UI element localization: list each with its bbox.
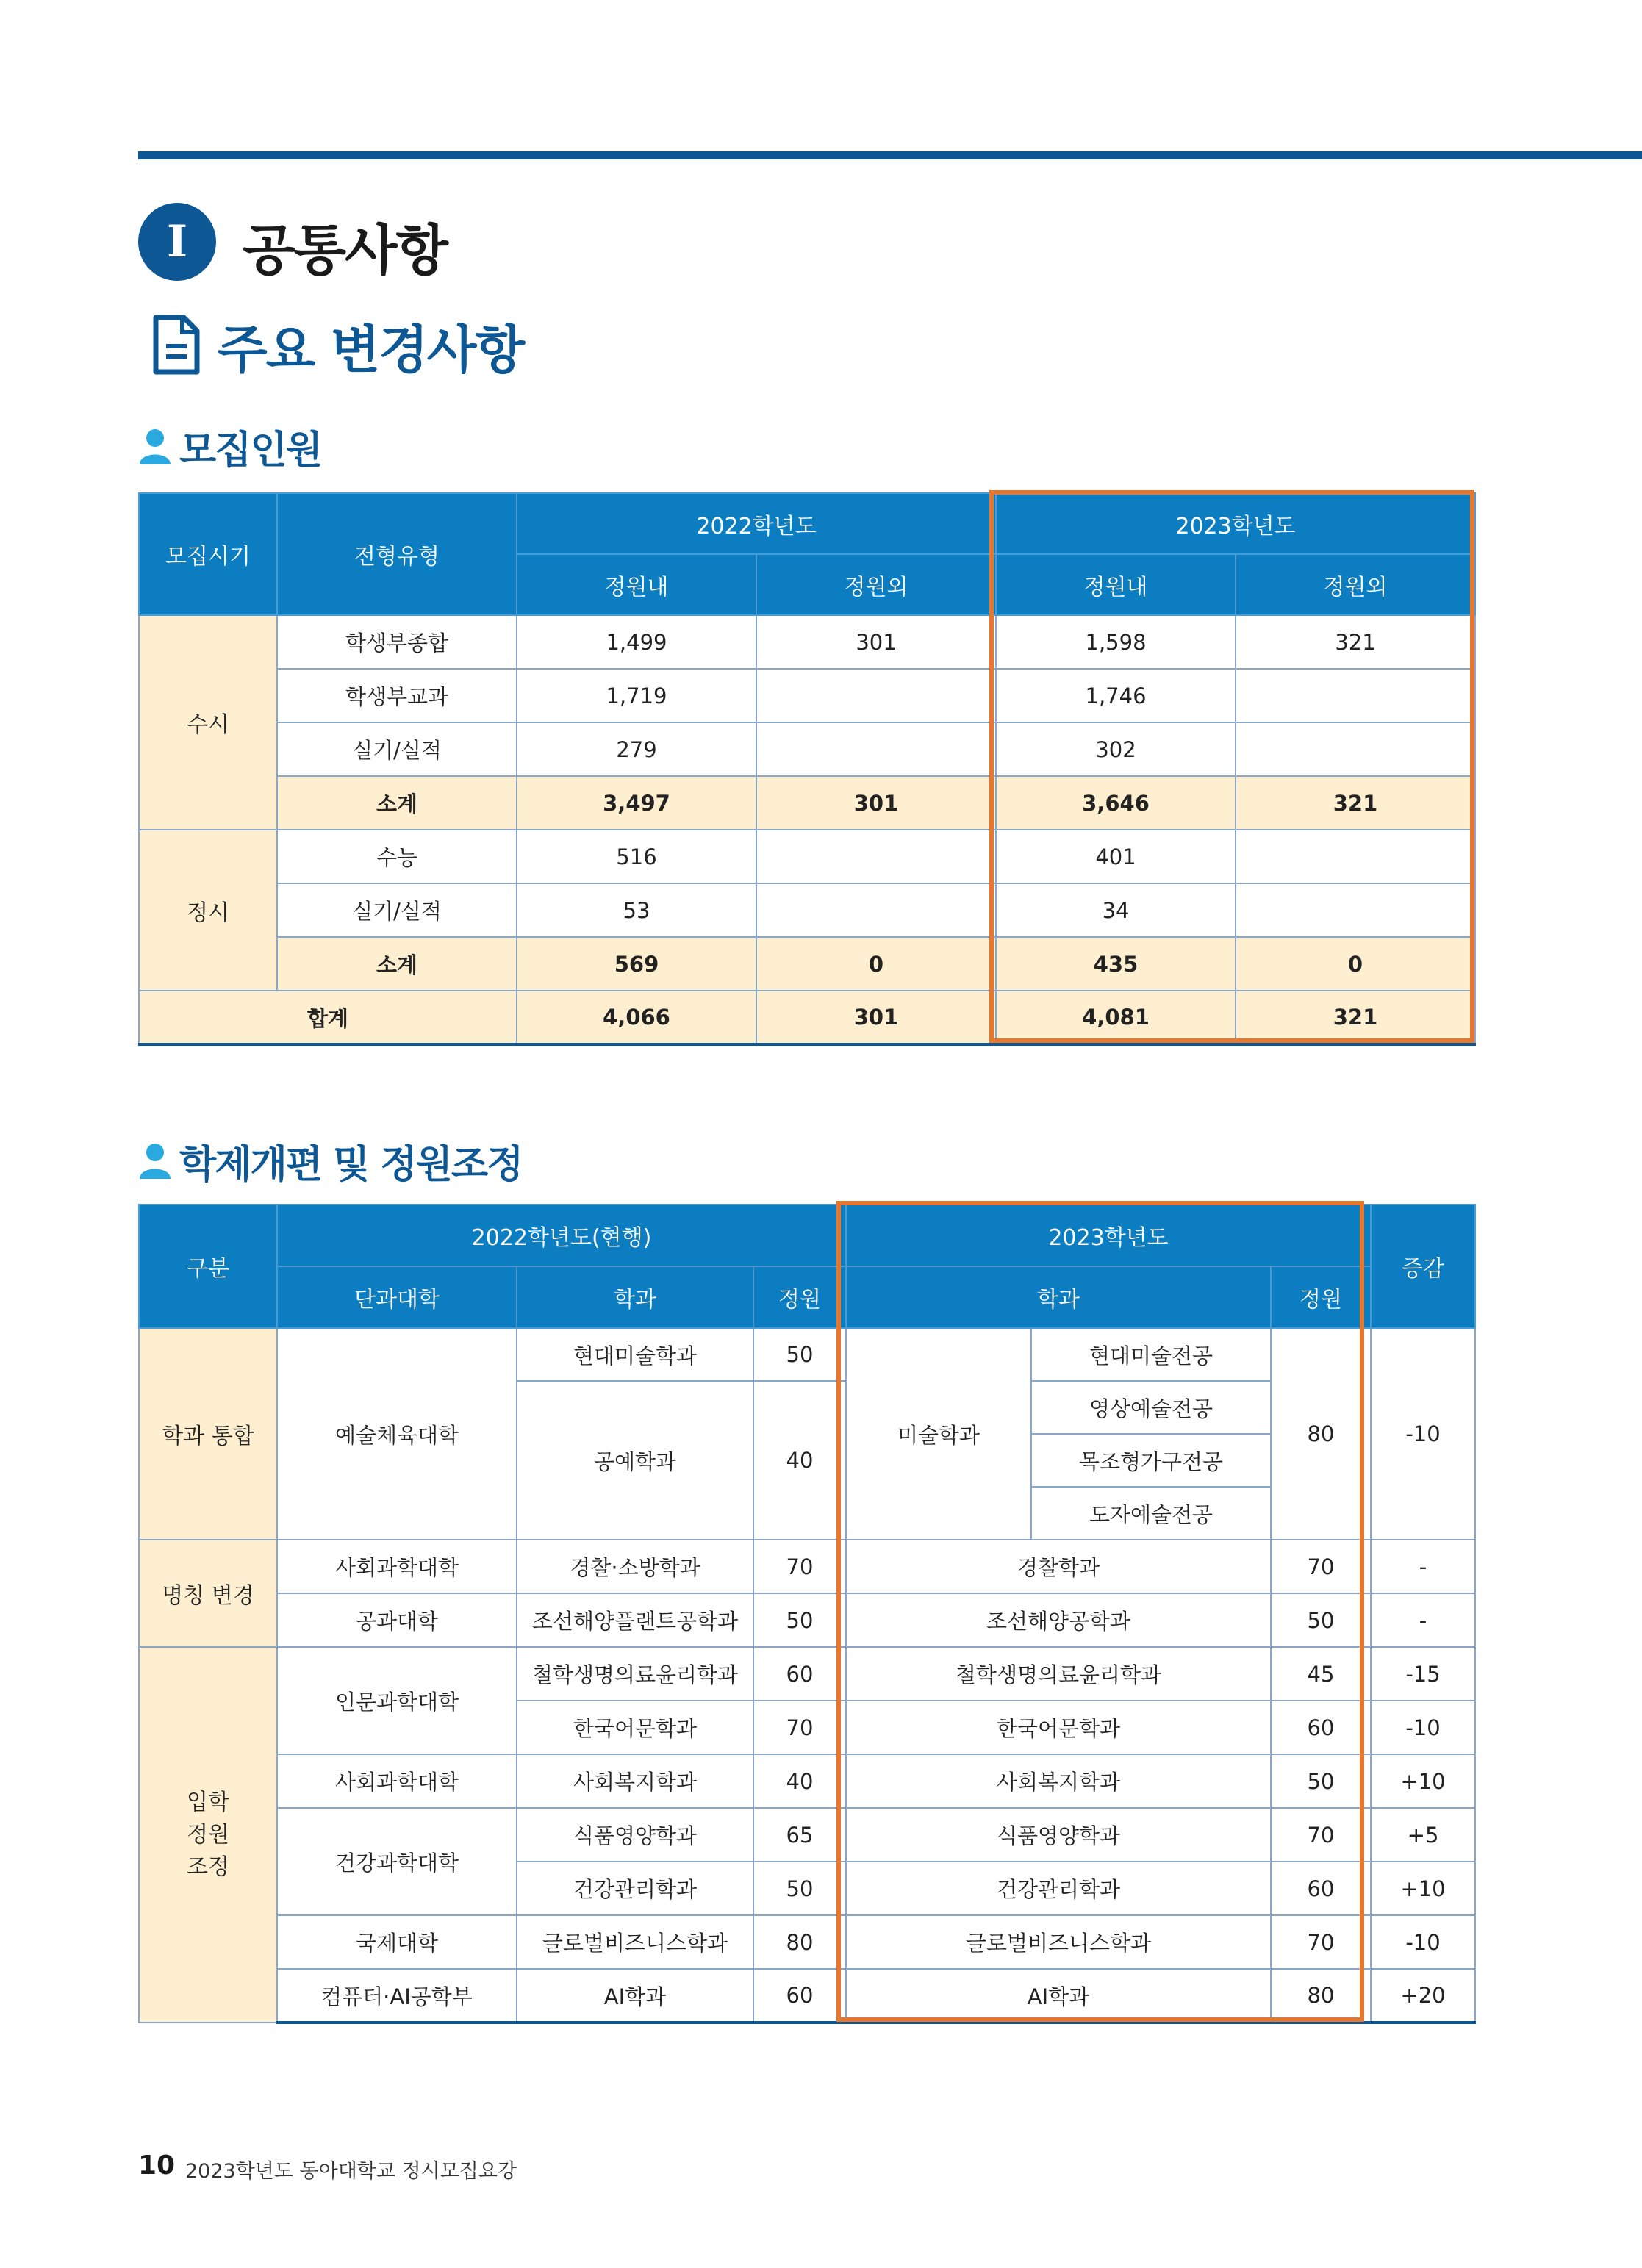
header-2022: 2022학년도(현행) (277, 1205, 846, 1266)
cell-quota: 70 (753, 1540, 846, 1593)
cell-value: 321 (1236, 991, 1475, 1044)
section-title: 공통사항 (243, 219, 447, 282)
group-label-merge: 학과 통합 (139, 1328, 277, 1540)
adjust-label: 입학 정원 조정 (187, 1789, 229, 1880)
top-rule (138, 151, 1642, 159)
cell-new-quota: 60 (1271, 1701, 1371, 1754)
cell-value (756, 830, 996, 883)
header-college: 단과대학 (277, 1266, 517, 1328)
cell-quota: 60 (753, 1969, 846, 2023)
cell-new-quota: 70 (1271, 1915, 1371, 1969)
cell-value: 1,499 (517, 615, 756, 669)
cell-diff: -10 (1371, 1328, 1475, 1540)
cell-new-dept: 경찰학과 (846, 1540, 1271, 1593)
document-icon (151, 315, 201, 375)
cell-major: 영상예술전공 (1031, 1381, 1271, 1434)
cell-value (756, 669, 996, 722)
cell-new-dept: AI학과 (846, 1969, 1271, 2023)
person-icon (138, 1142, 172, 1180)
cell-quota: 50 (753, 1862, 846, 1915)
cell-type: 실기/실적 (277, 883, 517, 937)
cell-college: 예술체육대학 (277, 1328, 517, 1540)
cell-value: 1,746 (996, 669, 1236, 722)
cell-value (1236, 669, 1475, 722)
cell-value: 0 (756, 937, 996, 991)
header-type: 전형유형 (277, 493, 517, 615)
group-label-susi: 수시 (139, 615, 277, 830)
cell-new-quota: 50 (1271, 1754, 1371, 1808)
cell-new-dept: 철학생명의료윤리학과 (846, 1647, 1271, 1701)
header-2022-out: 정원외 (756, 554, 996, 615)
table-row (139, 722, 1475, 776)
cell-type: 학생부종합 (277, 615, 517, 669)
header-dept: 학과 (517, 1266, 753, 1328)
recruit-table (138, 492, 1476, 1046)
cell-dept: 현대미술학과 (517, 1328, 753, 1381)
section-badge: I (138, 203, 216, 281)
cell-diff: - (1371, 1593, 1475, 1647)
cell-diff: +5 (1371, 1808, 1475, 1862)
cell-value: 435 (996, 937, 1236, 991)
header-quota-2023: 정원 (1271, 1266, 1371, 1328)
cell-value: 301 (756, 991, 996, 1044)
group-label-adjust (139, 1647, 277, 2023)
cell-new-quota: 70 (1271, 1540, 1371, 1593)
table-row (139, 883, 1475, 937)
cell-diff: -15 (1371, 1647, 1475, 1701)
cell-value: 302 (996, 722, 1236, 776)
table-row (139, 1808, 1475, 1862)
cell-value: 516 (517, 830, 756, 883)
cell-college: 사회과학대학 (277, 1540, 517, 1593)
cell-value (1236, 830, 1475, 883)
table-row (139, 1647, 1475, 1701)
table-row (139, 615, 1475, 669)
header-div: 구분 (139, 1205, 277, 1328)
cell-value: 301 (756, 615, 996, 669)
reorg-table (138, 1204, 1476, 2024)
cell-value: 321 (1236, 776, 1475, 830)
cell-major: 목조형가구전공 (1031, 1434, 1271, 1487)
cell-value: 1,719 (517, 669, 756, 722)
reorg-heading: 학제개편 및 정원조정 (179, 1143, 523, 1187)
cell-quota: 40 (753, 1381, 846, 1540)
recruit-heading: 모집인원 (179, 428, 321, 473)
cell-dept: AI학과 (517, 1969, 753, 2023)
group-label-jeongsi: 정시 (139, 830, 277, 991)
cell-quota: 40 (753, 1754, 846, 1808)
cell-new-quota: 80 (1271, 1969, 1371, 2023)
subtotal-row (139, 776, 1475, 830)
cell-dept: 글로벌비즈니스학과 (517, 1915, 753, 1969)
cell-value (756, 722, 996, 776)
footer-text: 2023학년도 동아대학교 정시모집요강 (185, 2160, 517, 2183)
cell-diff: +10 (1371, 1754, 1475, 1808)
cell-college: 건강과학대학 (277, 1808, 517, 1915)
cell-college: 국제대학 (277, 1915, 517, 1969)
cell-dept: 조선해양플랜트공학과 (517, 1593, 753, 1647)
table-row (139, 1540, 1475, 1593)
cell-value: 34 (996, 883, 1236, 937)
cell-new-quota: 45 (1271, 1647, 1371, 1701)
cell-type: 실기/실적 (277, 722, 517, 776)
table-row (139, 1328, 1475, 1381)
cell-major: 현대미술전공 (1031, 1328, 1271, 1381)
cell-diff: -10 (1371, 1915, 1475, 1969)
cell-new-dept: 식품영양학과 (846, 1808, 1271, 1862)
cell-value: 321 (1236, 615, 1475, 669)
header-dept-2023: 학과 (846, 1266, 1271, 1328)
person-icon (138, 428, 172, 466)
cell-value: 569 (517, 937, 756, 991)
table-row (139, 1969, 1475, 2023)
cell-dept: 경찰·소방학과 (517, 1540, 753, 1593)
cell-new-dept: 글로벌비즈니스학과 (846, 1915, 1271, 1969)
cell-dept: 건강관리학과 (517, 1862, 753, 1915)
table-row (139, 1754, 1475, 1808)
table-row (139, 1915, 1475, 1969)
cell-value: 3,646 (996, 776, 1236, 830)
cell-college: 컴퓨터·AI공학부 (277, 1969, 517, 2023)
cell-new-dept: 건강관리학과 (846, 1862, 1271, 1915)
cell-quota: 80 (753, 1915, 846, 1969)
cell-quota: 50 (753, 1593, 846, 1647)
cell-dept: 한국어문학과 (517, 1701, 753, 1754)
header-2023-out: 정원외 (1236, 554, 1475, 615)
cell-dept: 철학생명의료윤리학과 (517, 1647, 753, 1701)
cell-new-quota: 70 (1271, 1808, 1371, 1862)
total-label: 합계 (139, 991, 517, 1044)
page-number: 10 (138, 2150, 176, 2181)
header-2023: 2023학년도 (996, 493, 1475, 554)
cell-value: 3,497 (517, 776, 756, 830)
cell-new-quota: 50 (1271, 1593, 1371, 1647)
cell-value: 401 (996, 830, 1236, 883)
total-row (139, 991, 1475, 1044)
header-2022-in: 정원내 (517, 554, 756, 615)
cell-diff: - (1371, 1540, 1475, 1593)
header-2022: 2022학년도 (517, 493, 996, 554)
cell-value: 4,066 (517, 991, 756, 1044)
cell-value: 301 (756, 776, 996, 830)
cell-quota: 50 (753, 1328, 846, 1381)
cell-new-quota: 80 (1271, 1328, 1371, 1540)
cell-quota: 65 (753, 1808, 846, 1862)
subtotal-row (139, 937, 1475, 991)
cell-quota: 60 (753, 1647, 846, 1701)
cell-type: 소계 (277, 937, 517, 991)
cell-quota: 70 (753, 1701, 846, 1754)
cell-major: 도자예술전공 (1031, 1487, 1271, 1540)
cell-value (1236, 722, 1475, 776)
cell-value: 0 (1236, 937, 1475, 991)
cell-new-dept: 조선해양공학과 (846, 1593, 1271, 1647)
cell-value: 279 (517, 722, 756, 776)
cell-value (756, 883, 996, 937)
cell-new-dept: 한국어문학과 (846, 1701, 1271, 1754)
header-quota: 정원 (753, 1266, 846, 1328)
cell-college: 인문과학대학 (277, 1647, 517, 1754)
cell-college: 공과대학 (277, 1593, 517, 1647)
cell-new-dept: 미술학과 (846, 1328, 1031, 1540)
group-label-rename: 명칭 변경 (139, 1540, 277, 1647)
cell-value (1236, 883, 1475, 937)
cell-diff: -10 (1371, 1701, 1475, 1754)
cell-diff: +20 (1371, 1969, 1475, 2023)
header-diff: 증감 (1371, 1205, 1475, 1328)
cell-value: 1,598 (996, 615, 1236, 669)
cell-type: 소계 (277, 776, 517, 830)
header-period: 모집시기 (139, 493, 277, 615)
cell-type: 학생부교과 (277, 669, 517, 722)
header-2023-in: 정원내 (996, 554, 1236, 615)
cell-value: 53 (517, 883, 756, 937)
table-row (139, 1593, 1475, 1647)
cell-diff: +10 (1371, 1862, 1475, 1915)
cell-new-dept: 사회복지학과 (846, 1754, 1271, 1808)
table-row (139, 669, 1475, 722)
header-2023: 2023학년도 (846, 1205, 1371, 1266)
cell-type: 수능 (277, 830, 517, 883)
table-row (139, 830, 1475, 883)
cell-college: 사회과학대학 (277, 1754, 517, 1808)
cell-dept: 공예학과 (517, 1381, 753, 1540)
cell-new-quota: 60 (1271, 1862, 1371, 1915)
subtitle: 주요 변경사항 (218, 320, 524, 380)
cell-dept: 사회복지학과 (517, 1754, 753, 1808)
cell-value: 4,081 (996, 991, 1236, 1044)
cell-dept: 식품영양학과 (517, 1808, 753, 1862)
